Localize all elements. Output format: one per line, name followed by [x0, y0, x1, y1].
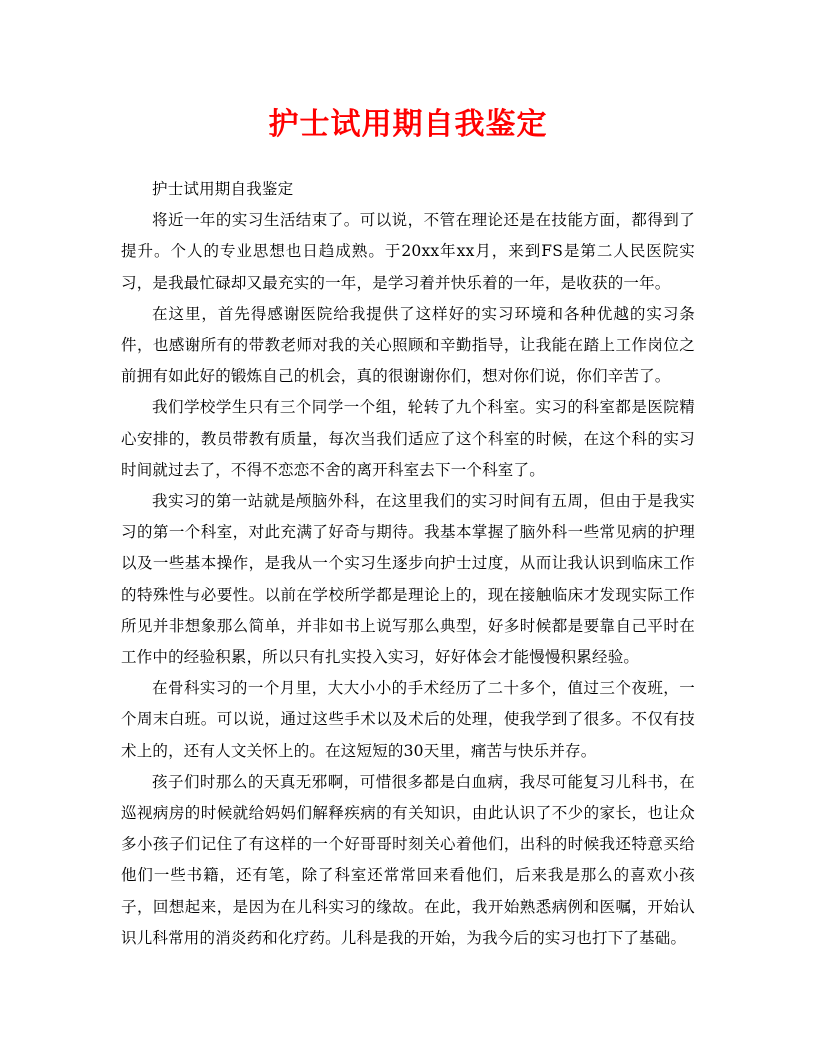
- document-title: 护士试用期自我鉴定: [268, 107, 548, 142]
- paragraph-subtitle: 护士试用期自我鉴定: [152, 180, 294, 198]
- paragraph: 孩子们时那么的天真无邪啊，可惜很多都是白血病，我尽可能复习儿科书，在巡视病房的时候就给妈妈们解释疾病的有关知识，由此认识了不少的家长，也让众多小孩子们记住了有这样的一个好哥哥时刻关心着他们，出科的时候我还特意买给他们一些书籍，还有笔，除了科室还常常回来看他们，后来我是那么的喜欢小孩子，回想起来，是因为在儿科实习的缘故。在此，我开始熟悉病例和医嘱，开始认识儿科常用的消炎药和化疗药。儿科是我的开始，为我今后的实习也打下了基础。: [121, 772, 695, 947]
- paragraph: 在骨科实习的一个月里，大大小小的手术经历了二十多个，值过三个夜班，一个周末白班。可以说，通过这些手术以及术后的处理，使我学到了很多。不仅有技术上的，还有人文关怀上的。在这短短的30天里，痛苦与快乐并存。: [121, 679, 695, 760]
- paragraph: 我实习的第一站就是颅脑外科，在这里我们的实习时间有五周，但由于是我实习的第一个科室，对此充满了好奇与期待。我基本掌握了脑外科一些常见病的护理以及一些基本操作，是我从一个实习生逐步向护士过度，从而让我认识到临床工作的特殊性与必要性。以前在学校所学都是理论上的，现在接触临床才发现实际工作所见并非想象那么简单，并非如书上说写那么典型，好多时候都是要靠自己平时在工作中的经验积累，所以只有扎实投入实习，好好体会才能慢慢积累经验。: [121, 492, 695, 667]
- paragraph: 在这里，首先得感谢医院给我提供了这样好的实习环境和各种优越的实习条件，也感谢所有的带教老师对我的关心照顾和辛勤指导，让我能在踏上工作岗位之前拥有如此好的锻炼自己的机会，真的很谢谢你们，想对你们说，你们辛苦了。: [121, 304, 695, 386]
- paragraph: 将近一年的实习生活结束了。可以说，不管在理论还是在技能方面，都得到了提升。个人的专业思想也日趋成熟。于20xx年xx月，来到FS是第二人民医院实习，是我最忙碌却又最充实的一年，是学习着并快乐着的一年，是收获的一年。: [121, 211, 695, 292]
- paragraph: 我们学校学生只有三个同学一个组，轮转了九个科室。实习的科室都是医院精心安排的，教员带教有质量，每次当我们适应了这个科室的时候，在这个科的实习时间就过去了，不得不恋恋不舍的离开科室去下一个科室了。: [121, 398, 695, 479]
- document-body: [121, 174, 695, 954]
